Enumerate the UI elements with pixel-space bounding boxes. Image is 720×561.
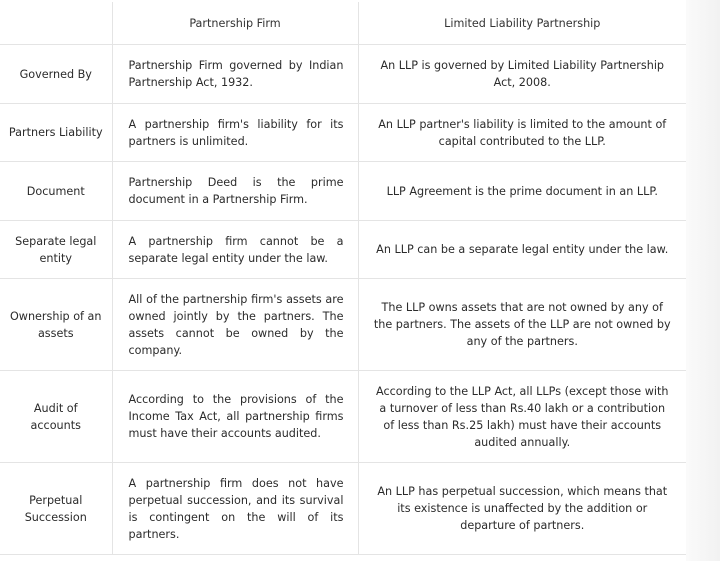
page-edge-shade	[686, 0, 720, 561]
row-label: Document	[0, 162, 112, 221]
partnership-firm-cell: A partnership firm does not have perpetual succession, and its survival is contingent on the will of its partners.	[112, 463, 358, 555]
row-label: Perpetual Succession	[0, 463, 112, 555]
llp-cell: An LLP partner's liability is limited to the amount of capital contributed to the LLP.	[358, 104, 686, 162]
table-row	[0, 162, 686, 221]
table-header-row	[0, 2, 686, 45]
row-label: Partners Liability	[0, 104, 112, 162]
table-row	[0, 221, 686, 279]
partnership-firm-cell: A partnership firm cannot be a separate legal entity under the law.	[112, 221, 358, 279]
header-llp: Limited Liability Partnership	[358, 2, 686, 45]
partnership-firm-cell: A partnership firm's liability for its partners is unlimited.	[112, 104, 358, 162]
llp-cell: An LLP has perpetual succession, which means that its existence is unaffected by the addition or departure of partners.	[358, 463, 686, 555]
partnership-firm-cell: Partnership Deed is the prime document in a Partnership Firm.	[112, 162, 358, 221]
header-blank	[0, 2, 112, 45]
llp-cell: LLP Agreement is the prime document in an LLP.	[358, 162, 686, 221]
row-label: Governed By	[0, 45, 112, 104]
table-row	[0, 45, 686, 104]
partnership-firm-cell: Partnership Firm governed by Indian Partnership Act, 1932.	[112, 45, 358, 104]
llp-cell: According to the LLP Act, all LLPs (except those with a turnover of less than Rs.40 lakh or a contribution of less than Rs.25 lakh) must have their accounts audited annually.	[358, 371, 686, 463]
row-label: Audit of accounts	[0, 371, 112, 463]
llp-cell: An LLP is governed by Limited Liability Partnership Act, 2008.	[358, 45, 686, 104]
partnership-firm-cell: All of the partnership firm's assets are owned jointly by the partners. The assets cannot be owned by the company.	[112, 279, 358, 371]
table-row	[0, 463, 686, 555]
table-row	[0, 104, 686, 162]
table-row	[0, 279, 686, 371]
row-label: Ownership of an assets	[0, 279, 112, 371]
llp-cell: The LLP owns assets that are not owned by any of the partners. The assets of the LLP are not owned by any of the partners.	[358, 279, 686, 371]
header-partnership-firm: Partnership Firm	[112, 2, 358, 45]
llp-cell: An LLP can be a separate legal entity under the law.	[358, 221, 686, 279]
comparison-table	[0, 2, 686, 555]
row-label: Separate legal entity	[0, 221, 112, 279]
table-row	[0, 371, 686, 463]
partnership-firm-cell: According to the provisions of the Income Tax Act, all partnership firms must have their accounts audited.	[112, 371, 358, 463]
